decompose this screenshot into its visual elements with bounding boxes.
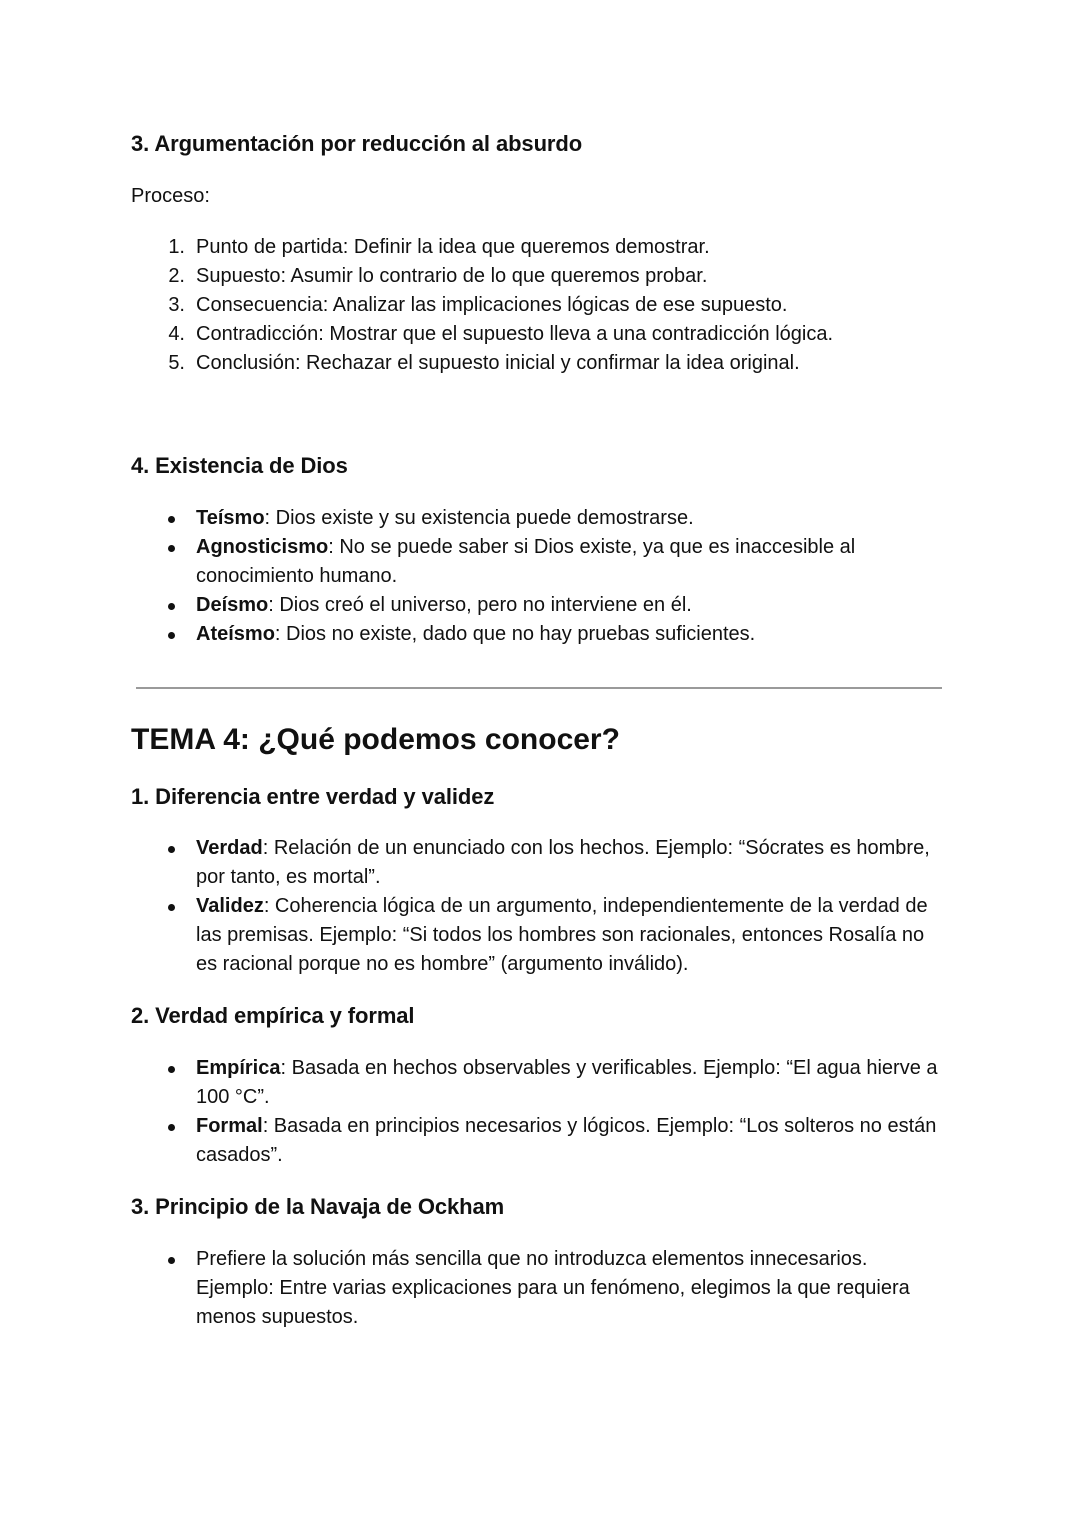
term: Ateísmo [196, 623, 275, 645]
list-item [131, 320, 961, 349]
bullet-icon [168, 632, 175, 639]
definition: : Relación de un enunciado con los hechos. Ejemplo: “Sócrates es hombre, por tanto, es mortal”. [196, 837, 930, 888]
section-heading-empirica-formal: 2. Verdad empírica y formal [131, 1003, 415, 1028]
term: Teísmo [196, 507, 265, 529]
process-label: Proceso: [131, 185, 210, 207]
definition: : Basada en hechos observables y verificables. Ejemplo: “El agua hierve a 100 °C”. [196, 1057, 938, 1108]
empirica-formal-list [131, 1054, 946, 1170]
step-number: 4. [168, 323, 185, 345]
definition: : Dios no existe, dado que no hay pruebas suficientes. [274, 623, 756, 645]
step-number: 2. [168, 265, 185, 287]
bullet-icon [168, 1066, 175, 1073]
ockham-list [131, 1245, 931, 1332]
list-item [131, 620, 911, 649]
definition: : Dios existe y su existencia puede demostrarse. [264, 507, 694, 529]
bullet-icon [168, 1124, 175, 1131]
list-item [131, 291, 961, 320]
step-text: Punto de partida: Definir la idea que queremos demostrar. [196, 236, 710, 258]
definition: : Coherencia lógica de un argumento, independientemente de la verdad de las premisas. Ejemplo: “Si todos los hombres son racionales, entonces Rosalía no es racional porque no es hombre” (argumento inválido). [196, 895, 928, 975]
list-item [131, 504, 911, 533]
list-item [131, 834, 941, 892]
definition: : Basada en principios necesarios y lógicos. Ejemplo: “Los solteros no están casados”. [196, 1115, 937, 1166]
dios-positions-list [131, 504, 911, 649]
step-number: 1. [168, 236, 185, 258]
bullet-icon [168, 603, 175, 610]
bullet-icon [168, 545, 175, 552]
term: Formal [196, 1115, 263, 1137]
step-number: 3. [168, 294, 185, 316]
process-steps-list [131, 233, 961, 378]
bullet-icon [168, 516, 175, 523]
step-text: Contradicción: Mostrar que el supuesto lleva a una contradicción lógica. [196, 323, 834, 345]
list-item [131, 591, 911, 620]
section-heading-reduccion: 3. Argumentación por reducción al absurdo [131, 131, 583, 156]
term: Agnosticismo [196, 536, 329, 558]
term: Verdad [196, 837, 263, 859]
step-number: 5. [168, 352, 185, 374]
list-item [131, 1054, 946, 1112]
list-item [131, 533, 911, 591]
list-item [131, 1245, 931, 1332]
verdad-validez-list [131, 834, 941, 979]
bullet-icon [168, 846, 175, 853]
list-item [131, 349, 961, 378]
bullet-icon [168, 904, 175, 911]
list-item [131, 1112, 946, 1170]
term: Deísmo [196, 594, 269, 616]
definition: : No se puede saber si Dios existe, ya que es inaccesible al conocimiento humano. [196, 536, 856, 587]
list-item [131, 892, 941, 979]
section-heading-dios: 4. Existencia de Dios [131, 453, 348, 478]
step-text: Supuesto: Asumir lo contrario de lo que queremos probar. [196, 265, 708, 287]
list-item [131, 233, 961, 262]
section-divider [136, 687, 942, 689]
bullet-icon [168, 1257, 175, 1264]
section-heading-verdad-validez: 1. Diferencia entre verdad y validez [131, 784, 495, 809]
section-heading-ockham: 3. Principio de la Navaja de Ockham [131, 1194, 505, 1219]
term: Empírica [196, 1057, 281, 1079]
page-title-tema4: TEMA 4: ¿Qué podemos conocer? [131, 723, 620, 756]
term: Validez [196, 895, 264, 917]
list-item [131, 262, 961, 291]
step-text: Conclusión: Rechazar el supuesto inicial y confirmar la idea original. [196, 352, 800, 374]
definition: : Dios creó el universo, pero no interviene en él. [268, 594, 692, 616]
step-text: Consecuencia: Analizar las implicaciones lógicas de ese supuesto. [196, 294, 788, 316]
definition: Prefiere la solución más sencilla que no introduzca elementos innecesarios. Ejemplo: Entre varias explicaciones para un fenómeno, elegimos la que requiera menos supuestos. [196, 1248, 910, 1328]
